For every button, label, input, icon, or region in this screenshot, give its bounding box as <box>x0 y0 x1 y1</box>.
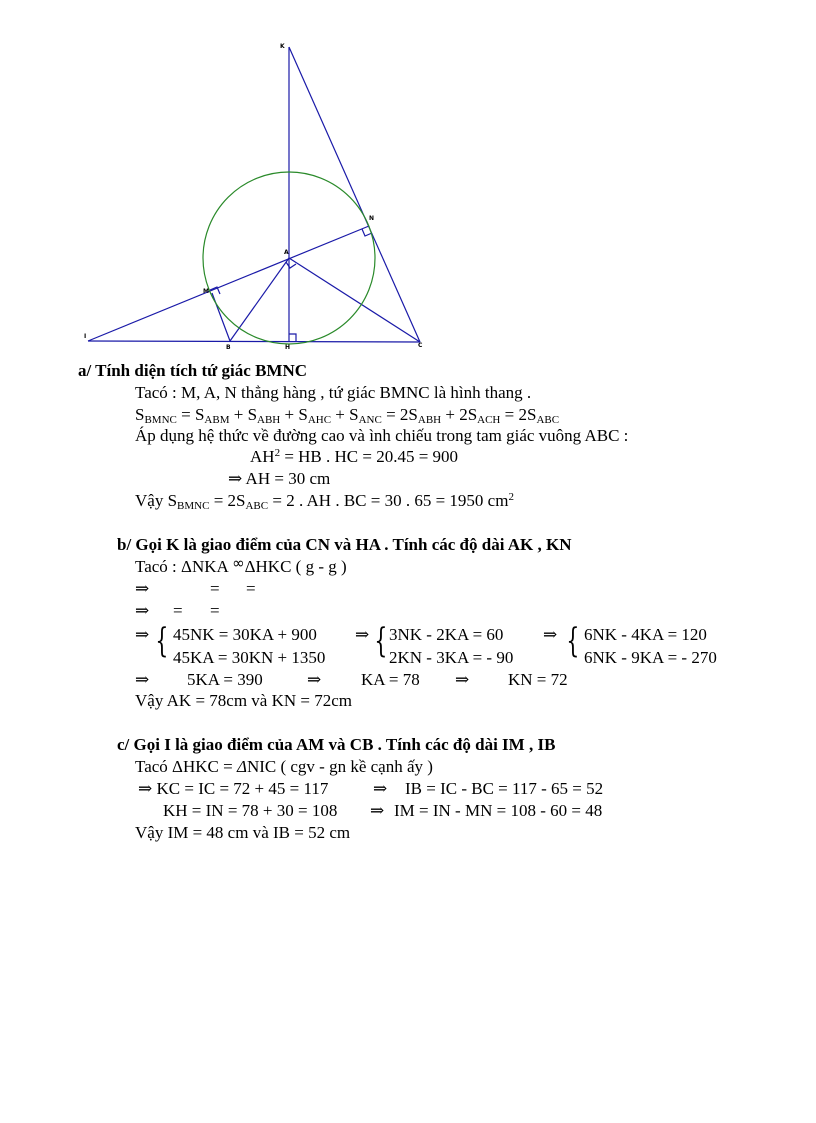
system-1-top: 45NK = 30KA + 900 <box>173 625 317 644</box>
implies-icon: ⇒ <box>135 579 150 598</box>
label-i: I <box>84 333 87 340</box>
part-b-line-3: ⇒ = = <box>135 601 220 620</box>
implies-icon: ⇒ <box>228 469 243 488</box>
system-2-top: 3NK - 2KA = 60 <box>389 625 504 644</box>
brace-icon: { <box>566 621 580 661</box>
label-c: C <box>418 342 423 349</box>
part-c-title: c/ Gọi I là giao điểm của AM và CB . Tính các độ dài IM , IB <box>117 735 556 754</box>
part-a-line-4: $AH^2$ = HB . HC = 20.45 = 900 <box>250 447 459 466</box>
part-c-line-2: ⇒ KC = IC = 72 + 45 = 117 ⇒ IB = IC - BC = 117 - 65 = 52 <box>138 779 604 798</box>
part-a-line-3: Áp dụng hệ thức về đường cao và ình chiếu trong tam giác vuông ABC : <box>135 426 629 445</box>
implies-icon: ⇒ <box>307 670 322 689</box>
line-k-c <box>289 47 420 342</box>
implies-icon: ⇒ <box>355 625 370 644</box>
label-h: H <box>285 344 291 351</box>
part-a-area-sum: $S_{BMNC} = S_{ABM} + S_{ABH} + S_{AHC} + S_{ANC} = 2S_{ABH} + 2S_{ACH} = 2S_{ABC}$ <box>135 405 560 426</box>
implies-icon: ⇒ <box>543 625 558 644</box>
system-1-bottom: 45KA = 30KN + 1350 <box>173 648 326 667</box>
system-3-bottom: 6NK - 9KA = - 270 <box>584 648 717 667</box>
implies-icon: ⇒ <box>370 801 385 820</box>
label-n: N <box>369 215 375 222</box>
brace-icon: { <box>374 621 388 661</box>
part-b-title: b/ Gọi K là giao điểm của CN và HA . Tính các độ dài AK , KN <box>117 535 572 554</box>
part-a-title: a/ Tính diện tích tứ giác BMNC <box>78 361 308 380</box>
part-b-results: ⇒ 5KA = 390 ⇒ KA = 78 ⇒ KN = 72 <box>135 670 568 689</box>
implies-icon: ⇒ <box>135 625 150 644</box>
part-a-line-5: ⇒ AH = 30 cm <box>228 469 331 488</box>
implies-icon: ⇒ <box>455 670 470 689</box>
brace-icon: { <box>155 621 169 661</box>
line-i-c <box>88 341 420 342</box>
system-2-bottom: 2KN - 3KA = - 90 <box>389 648 514 667</box>
part-c-conclusion: Vậy IM = 48 cm và IB = 52 cm <box>135 823 351 842</box>
right-angle-h <box>289 334 296 341</box>
geometry-figure <box>0 0 816 360</box>
label-k: K <box>280 43 285 50</box>
part-b-line-2: ⇒ = = <box>135 579 256 598</box>
part-b-conclusion: Vậy AK = 78cm và KN = 72cm <box>135 691 352 710</box>
part-c-line-1: Tacó ΔHKC = ΔNIC ( cgv - gn kề cạnh ấy ) <box>135 757 433 776</box>
part-b-line-1: Tacó : ΔNKA ∞ΔHKC ( g - g ) <box>135 554 347 576</box>
implies-icon: ⇒ <box>135 670 150 689</box>
right-angle-a <box>286 262 296 268</box>
label-b: B <box>226 344 231 351</box>
system-3-top: 6NK - 4KA = 120 <box>584 625 707 644</box>
line-a-c <box>289 258 420 342</box>
implies-icon: ⇒ <box>373 779 388 798</box>
part-a-line-6: Vậy $S_{BMNC} = 2S_{ABC} = 2$ . AH . BC = 30 . 65 = 1950 $cm^2$ <box>135 491 514 512</box>
implies-icon: ⇒ <box>138 779 153 798</box>
part-c-line-3: KH = IN = 78 + 30 = 108 ⇒ IM = IN - MN = 108 - 60 = 48 <box>163 801 603 820</box>
line-i-n <box>88 226 369 341</box>
part-a-line-1: Tacó : M, A, N thẳng hàng , tứ giác BMNC là hình thang . <box>135 383 532 402</box>
implies-icon: ⇒ <box>135 601 150 620</box>
label-a: A <box>284 249 289 256</box>
label-m: M <box>203 288 209 295</box>
similar-icon: ∞ <box>232 554 245 572</box>
